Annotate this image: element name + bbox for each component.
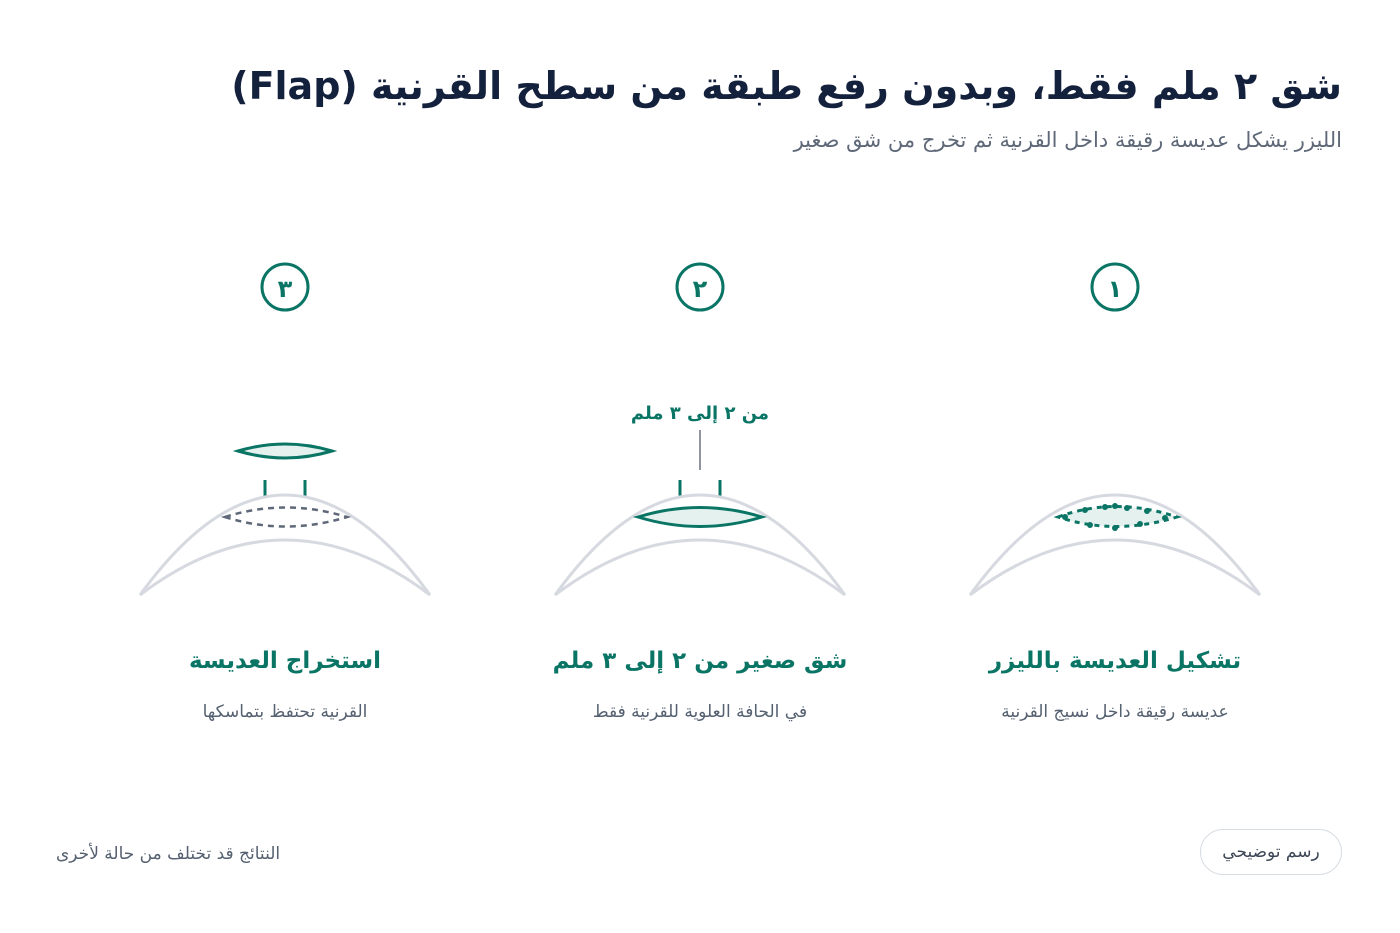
step-description: في الحافة العلوية للقرنية فقط	[592, 702, 808, 722]
cornea-outer-curve	[140, 495, 430, 595]
cornea-inner-curve	[140, 540, 430, 595]
page-title: شق ٢ ملم فقط، وبدون رفع طبقة من سطح القرنية (Flap)	[231, 64, 1342, 108]
illustration-badge: رسم توضيحي	[1200, 829, 1342, 875]
cornea-inner-curve	[970, 540, 1260, 595]
step-2-illustration	[500, 240, 900, 640]
step-description: عديسة رقيقة داخل نسيج القرنية	[1001, 702, 1229, 722]
laser-lens-outline	[1058, 507, 1177, 527]
extracted-lens	[238, 444, 332, 458]
step-laser-shaping	[915, 240, 1315, 740]
page-subtitle: الليزر يشكل عديسة رقيقة داخل القرنية ثم تخرج من شق صغير	[793, 128, 1342, 152]
step-number: ١	[1107, 275, 1123, 303]
step-title: تشكيل العديسة بالليزر	[988, 648, 1242, 674]
results-disclaimer: النتائج قد تختلف من حالة لأخرى	[56, 844, 281, 864]
step-3-illustration	[85, 240, 485, 640]
step-small-incision	[500, 240, 900, 740]
step-title: استخراج العديسة	[188, 648, 382, 674]
step-description: القرنية تحتفظ بتماسكها	[202, 702, 368, 722]
step-title: شق صغير من ٢ إلى ٣ ملم	[552, 648, 848, 674]
incision-size-label: من ٢ إلى ٣ ملم	[630, 403, 770, 424]
step-number: ٢	[692, 275, 708, 303]
lens-in-cornea	[638, 508, 762, 527]
empty-lens-space	[225, 508, 347, 527]
cornea-inner-curve	[555, 540, 845, 595]
step-lens-extraction	[85, 240, 485, 740]
step-number: ٣	[277, 275, 293, 303]
step-1-illustration	[915, 240, 1315, 640]
